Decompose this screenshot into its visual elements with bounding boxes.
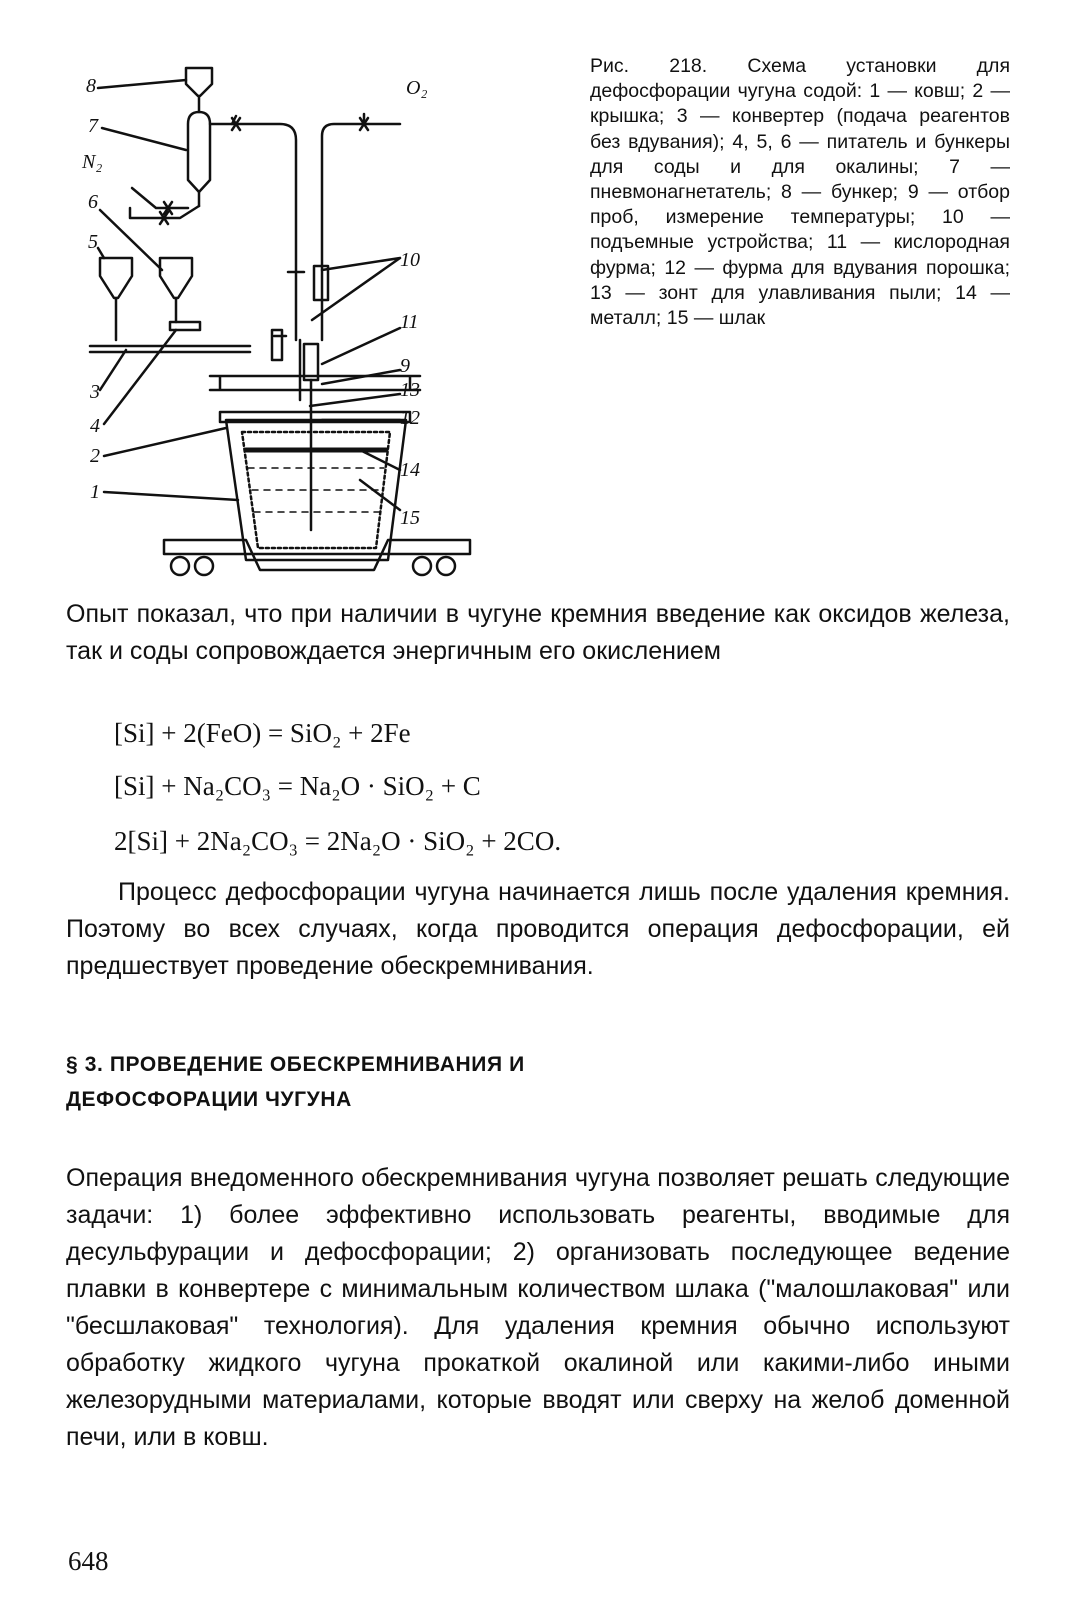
wheel: [437, 557, 455, 575]
label-o2: O₂: [406, 77, 428, 99]
label-5: 5: [88, 231, 98, 253]
equation-3: 2[Si] + 2Na₂CO₃ = 2Na₂O · SiO₂ + 2CO.: [114, 826, 562, 856]
label-6: 6: [88, 191, 98, 213]
label-14: 14: [400, 459, 420, 481]
label-2: 2: [90, 445, 100, 467]
bunker-5: [100, 258, 132, 298]
section-heading: [66, 1047, 766, 1117]
pneumatic-injector-7: [188, 112, 210, 192]
wheel: [195, 557, 213, 575]
wheel: [171, 557, 189, 575]
label-9: 9: [400, 355, 410, 377]
section-heading-line-2: ДЕФОСФОРАЦИИ ЧУГУНА: [66, 1088, 352, 1111]
equation-2: [Si] + Na₂CO₃ = Na₂O · SiO₂ + C: [114, 771, 481, 801]
dust-hood-13: [210, 376, 420, 390]
label-13: 13: [400, 379, 420, 401]
figure-caption: Рис. 218. Схема установки для дефосфорации чугуна содой: 1 — ковш; 2 — крышка; 3 — конвертер (подача реагентов без вдувания); 4, 5, 6 — питатель и бункеры для соды и для окалины; 7 — пневмонагнетатель; 8 — бункер; 9 — отбор проб, измерение температуры; 10 — подъемные устройства; 11 — кислородная фурма; 12 — фурма для вдувания порошка; 13 — зонт для улавливания пыли; 14 — металл; 15 — шлак: [590, 55, 1010, 330]
oxygen-lance-11: [304, 344, 318, 380]
label-11: 11: [400, 311, 419, 333]
label-15: 15: [400, 507, 420, 529]
wheel: [413, 557, 431, 575]
bunker-6: [160, 258, 192, 298]
apparatus-diagram: [60, 40, 580, 600]
feeder-4: [170, 322, 200, 330]
dephosphorization-setup-schematic: [60, 40, 580, 600]
label-1: 1: [90, 481, 100, 503]
label-10: 10: [400, 249, 420, 271]
paragraph-silicon-oxidation: Опыт показал, что при наличии в чугуне кремния введение как оксидов железа, так и соды сопровождается энергичным его окислением: [66, 600, 1010, 665]
equation-1: [Si] + 2(FeO) = SiO₂ + 2Fe: [114, 718, 411, 748]
label-n2: N₂: [82, 151, 103, 173]
page-number: 648: [68, 1546, 109, 1576]
label-12: 12: [400, 407, 420, 429]
rail-car: [164, 540, 470, 570]
section-heading-line-1: § 3. ПРОВЕДЕНИЕ ОБЕСКРЕМНИВАНИЯ И: [66, 1053, 525, 1076]
label-3: 3: [90, 381, 100, 403]
paragraph-desiliconization: Операция внедоменного обескремнивания чугуна позволяет решать следующие задачи: 1) более эффективно использовать реагенты, вводимые для десульфурации и дефосфорации; 2) организовать последующее ведение плавки в конвертере с минимальным количеством шлака ("малошлаковая" или "бесшлаковая" технология). Для удаления кремния обычно используют обработку жидкого чугуна прокаткой окалиной или какими-либо иными железорудными материалами, которые вводят или сверху на желоб доменной печи, или в ковш.: [66, 1164, 1010, 1451]
label-4: 4: [90, 415, 100, 437]
paragraph-dephosphorization-process: Процесс дефосфорации чугуна начинается лишь после удаления кремния. Поэтому во всех случаях, когда проводится операция дефосфорации, ей предшествует проведение обескремнивания.: [66, 878, 1010, 980]
label-7: 7: [88, 115, 98, 137]
bunker-8: [186, 68, 212, 96]
label-8: 8: [86, 75, 96, 97]
